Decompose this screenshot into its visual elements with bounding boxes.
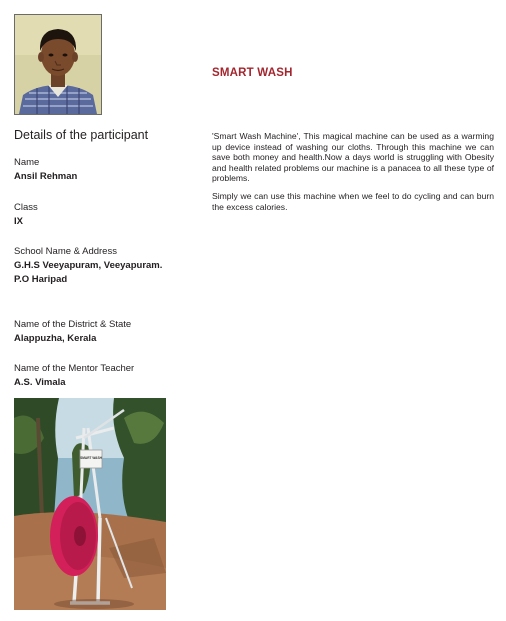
details-heading: Details of the participant [14, 128, 149, 142]
project-description [212, 131, 494, 219]
mentor-label: Name of the Mentor Teacher [14, 363, 135, 374]
machine-sign-label: SMART WASH [80, 456, 102, 460]
school-address-line1: G.H.S Veeyapuram, Veeyapuram. [14, 260, 163, 271]
participant-class: IX [14, 216, 23, 227]
participant-name: Ansil Rehman [14, 171, 78, 182]
project-title: SMART WASH [212, 67, 293, 79]
participant-photo [14, 14, 102, 115]
class-label: Class [14, 202, 38, 213]
description-paragraph-1: 'Smart Wash Machine', This magical machine can be used as a warming up device instead of washing our cloths. Through this machine we can save both money and health.Now a days world is struggling with Obesity and health related problems our machine is a panacea to all these type of problems. [212, 131, 494, 184]
district-state: Alappuzha, Kerala [14, 333, 97, 344]
district-label: Name of the District & State [14, 319, 132, 330]
school-address-line2: P.O Haripad [14, 274, 68, 285]
name-label: Name [14, 157, 40, 168]
mentor-name: A.S. Vimala [14, 377, 66, 388]
description-paragraph-2: Simply we can use this machine when we feel to do cycling and can burn the excess calories. [212, 190, 494, 212]
school-label: School Name & Address [14, 246, 117, 257]
machine-photo [14, 398, 166, 610]
